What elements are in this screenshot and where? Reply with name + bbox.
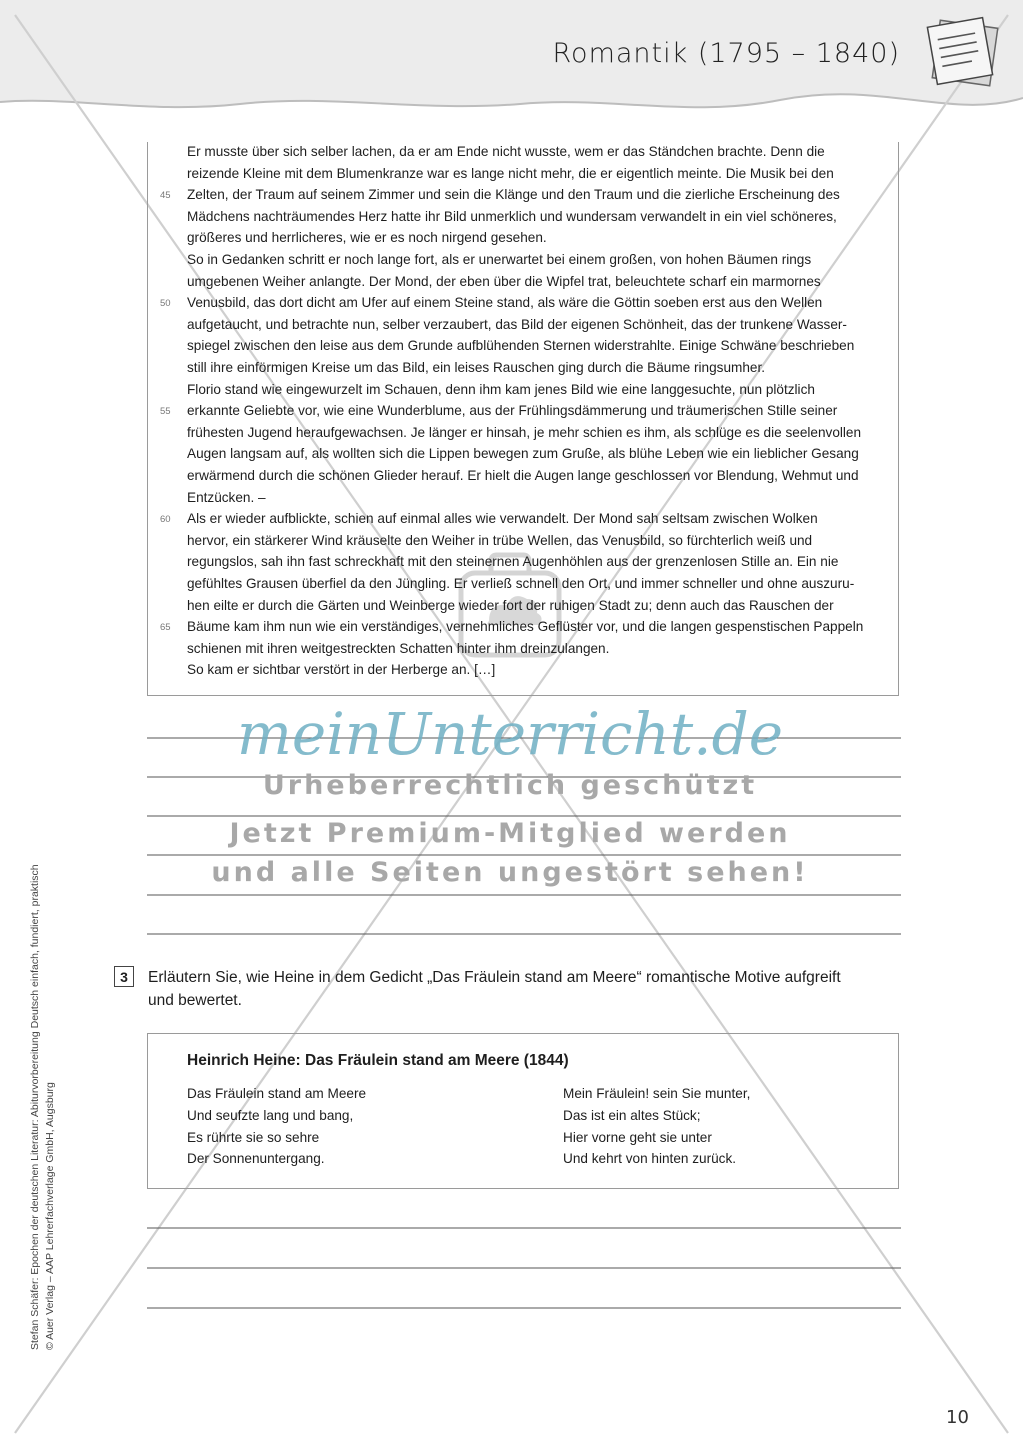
poem-line: Hier vorne geht sie unter <box>563 1129 712 1145</box>
story-line: Mädchens nachträumendes Herz hatte ihr Bild unmerklich und wundersam verwandelt in ein viel schöneres, <box>187 208 837 224</box>
line-number: 45 <box>160 190 171 202</box>
poem-line: Und kehrt von hinten zurück. <box>563 1151 737 1167</box>
story-line: Er musste über sich selber lachen, da er am Ende nicht wusste, wem er das Ständchen brachte. Denn die <box>187 144 825 159</box>
writing-lines-bottom <box>147 1228 901 1308</box>
story-line: schienen mit ihren weitgestreckten Schatten hinter ihm dreinzulangen. <box>187 640 610 656</box>
poem-line: Es rührte sie so sehre <box>187 1129 320 1145</box>
poem-line: Das ist ein altes Stück; <box>563 1107 701 1123</box>
story-line: erkannte Geliebte vor, wie eine Wunderblume, aus der Frühlingsdämmerung und träumerischen Stille seiner <box>187 403 838 419</box>
poem-line: Das Fräulein stand am Meere <box>187 1086 367 1101</box>
task-number-badge: 3 <box>114 966 134 987</box>
story-line: Augen langsam auf, als wollten sich die Lippen bewegen zum Gruße, als blühe Leben wie ein lieblicher Gesang <box>187 446 859 462</box>
watermark-premium-line1: Jetzt Premium-Mitglied werden <box>229 818 791 849</box>
story-line: So kam er sichtbar verstört in der Herberge an. […] <box>187 662 496 678</box>
story-line: gefühltes Grausen überfiel da den Jüngling. Er verließ schnell den Ort, und immer schneller und ohne auszuru- <box>187 576 855 591</box>
story-line: Venusbild, das dort dicht am Ufer auf einem Steine stand, als wäre die Göttin soeben erst aus den Wellen <box>187 295 823 311</box>
story-line: still ihre einförmigen Kreise um das Bild, ein leises Rauschen ging durch die Bäume ringsumher. <box>187 360 766 375</box>
line-number: 55 <box>160 406 171 418</box>
line-number: 65 <box>160 622 171 634</box>
watermark-logo: meinUnterricht.de <box>236 700 784 768</box>
story-line: Bäume kam ihm nun wie ein verständiges, vernehmliches Geflüster vor, und die langen gespenstischen Pappeln <box>187 619 864 635</box>
page-title: Romantik (1795 – 1840) <box>552 38 900 69</box>
story-line: Zelten, der Traum auf seinem Zimmer und sein die Klänge und den Traum und die zierliche Erscheinung des <box>187 187 840 203</box>
story-line: umgebenen Weiher anlangte. Der Mond, der eben über die Wipfel trat, beleuchtete scharf ein marmornes <box>187 273 821 289</box>
poem-line: Und seufzte lang und bang, <box>187 1107 354 1123</box>
task-instruction-line2: und bewertet. <box>148 992 242 1009</box>
watermark-premium-line2: und alle Seiten ungestört sehen! <box>211 857 809 888</box>
story-line: hervor, ein stärkerer Wind kräuselte den Weiher in trübe Wellen, das Venusbild, so fürchterlich weiß und <box>187 532 813 548</box>
story-line: hen eilte er durch die Gärten und Weinberge wieder fort der ruhigen Stadt zu; denn auch das Rauschen der <box>187 597 834 613</box>
publisher-credit <box>28 830 57 1350</box>
story-line: reizende Kleine mit dem Blumenkranze war es lange nicht mehr, die er eigentlich meinte. Die Musik bei den <box>187 165 834 181</box>
poem-line: Der Sonnenuntergang. <box>187 1151 325 1167</box>
line-number: 60 <box>160 514 171 526</box>
story-line: erwärmend durch die schönen Glieder herauf. Er hielt die Augen lange geschlossen vor Blendung, Wehmut und <box>187 468 859 483</box>
story-line: So in Gedanken schritt er noch lange fort, als er unerwartet bei einem großen, von hohen Bäumen rings <box>187 252 812 267</box>
story-line: Als er wieder aufblickte, schien auf einmal alles wie verwandelt. Der Mond sah seltsam zwischen Wolken <box>187 511 818 527</box>
watermark-copyright: Urheberrechtlich geschützt <box>262 770 758 801</box>
story-line: Entzücken. – <box>187 489 266 505</box>
line-number: 50 <box>160 298 171 310</box>
story-line: aufgetaucht, und betrachte nun, selber verzaubert, das Bild der eigenen Schönheit, das der trunkene Wasser- <box>187 316 847 332</box>
story-line: Florio stand wie eingewurzelt im Schauen, denn ihm kam jenes Bild wie eine langgesuchte, nun plötzlich <box>187 381 815 397</box>
notepad-icon <box>927 18 997 86</box>
page-number: 10 <box>946 1407 969 1428</box>
publisher-credit-line2: © Auer Verlag – AAP Lehrerfachverlage GmbH, Augsburg <box>43 1082 56 1350</box>
story-line: größeres und herrlicheres, wie er es noch nirgend gesehen. <box>187 230 547 246</box>
story-line: regungslos, sah ihn fast schreckhaft mit den steinernen Augenhöhlen aus der grenzenlosen Stille an. Ein nie <box>187 554 839 570</box>
poem-line: Mein Fräulein! sein Sie munter, <box>563 1086 751 1101</box>
story-line: frühesten Jugend heraufgewachsen. Je länger er hinsah, je mehr schien es ihm, als schlüge es die seelenvollen <box>187 424 862 440</box>
story-line: spiegel zwischen den leise aus dem Grunde aufblühenden Sternen widerstrahlte. Einige Schwäne beschrieben <box>187 338 855 354</box>
publisher-credit-line1: Stefan Schäfer: Epochen der deutschen Literatur: Abiturvorbereitung Deutsch einfach, fundiert, praktisch <box>29 864 41 1350</box>
poem-title: Heinrich Heine: Das Fräulein stand am Meere (1844) <box>187 1052 569 1069</box>
task-instruction-line1: Erläutern Sie, wie Heine in dem Gedicht „Das Fräulein stand am Meere“ romantische Motive aufgreift <box>148 969 841 986</box>
